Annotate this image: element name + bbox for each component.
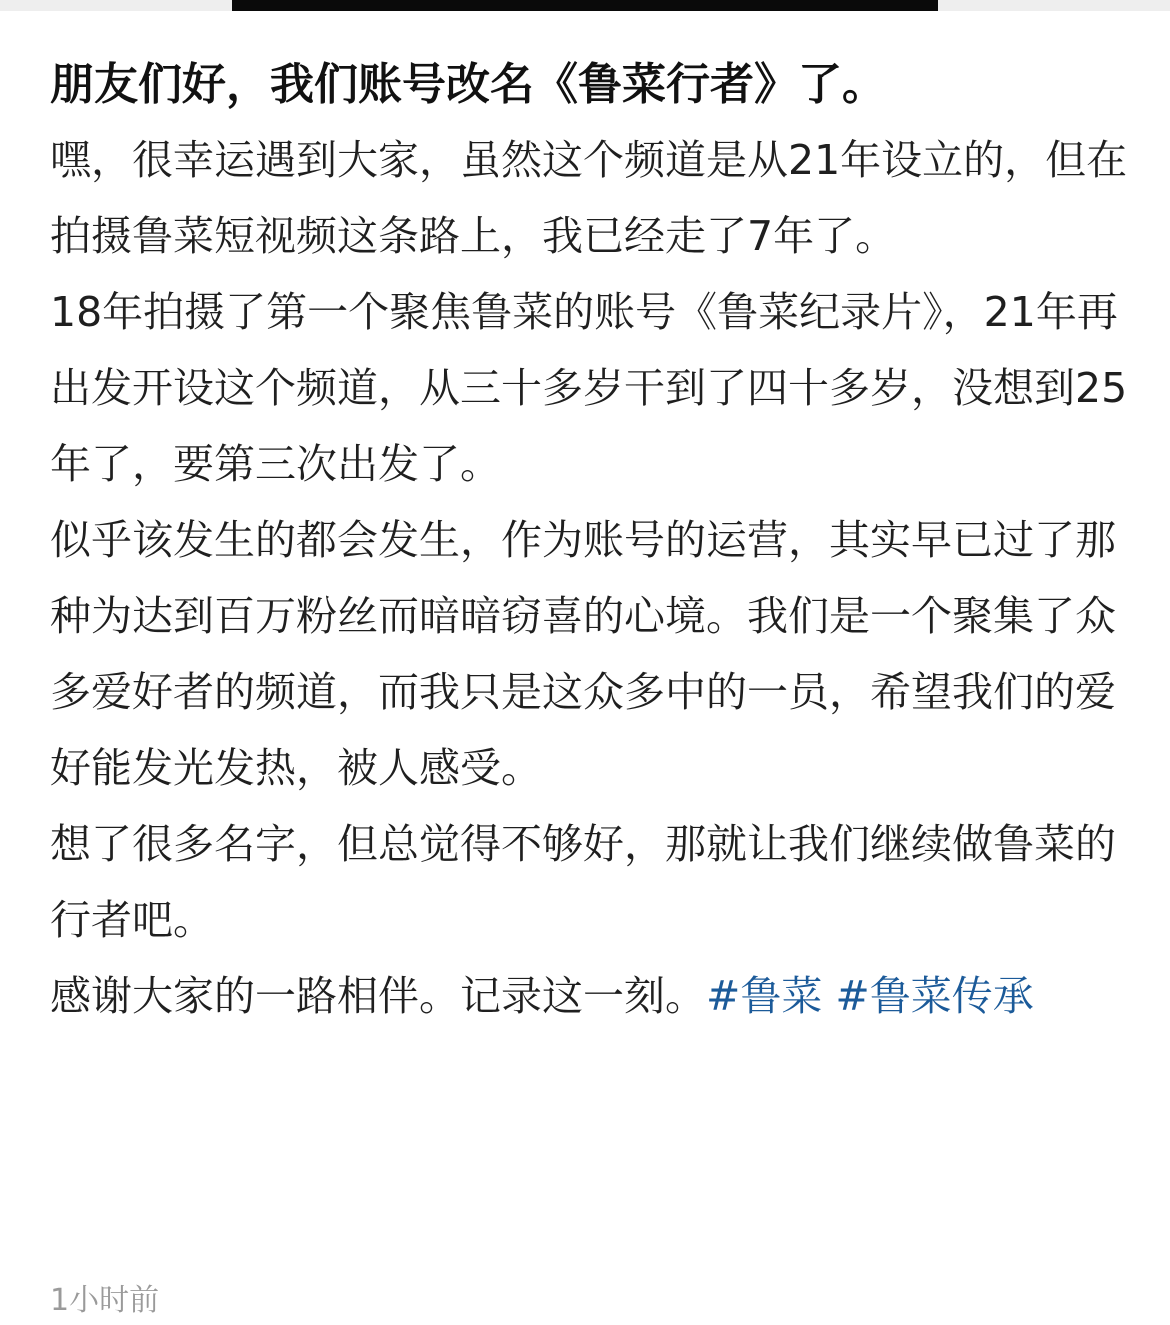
paragraph-history: 18年拍摄了第一个聚焦鲁菜的账号《鲁菜纪录片》，21年再出发开设这个频道，从三十多岁干到了四十多岁，没想到25年了，要第三次出发了。 — [50, 288, 1128, 488]
paragraph-intro: 嘿，很幸运遇到大家，虽然这个频道是从21年设立的，但在拍摄鲁菜短视频这条路上，我已经走了7年了。 — [50, 136, 1128, 260]
hashtag-lucai[interactable]: #鲁菜 — [706, 972, 823, 1020]
post-timestamp: 1小时前 — [50, 1283, 160, 1318]
paragraph-thanks — [50, 958, 1135, 1034]
hashtag-lucai-chuancheng[interactable]: #鲁菜传承 — [835, 972, 1034, 1020]
post-title: 朋友们好，我们账号改名《鲁菜行者》了。 — [50, 59, 886, 110]
top-bar — [232, 0, 938, 11]
post-body — [50, 122, 1135, 1034]
thanks-text: 感谢大家的一路相伴。记录这一刻。 — [50, 972, 706, 1020]
paragraph-reflection: 似乎该发生的都会发生，作为账号的运营，其实早已过了那种为达到百万粉丝而暗暗窃喜的心境。我们是一个聚集了众多爱好者的频道，而我只是这众多中的一员，希望我们的爱好能发光发热，被人感受。 — [50, 516, 1116, 792]
paragraph-name: 想了很多名字，但总觉得不够好，那就让我们继续做鲁菜的行者吧。 — [50, 820, 1116, 944]
post-card — [50, 48, 1135, 1034]
